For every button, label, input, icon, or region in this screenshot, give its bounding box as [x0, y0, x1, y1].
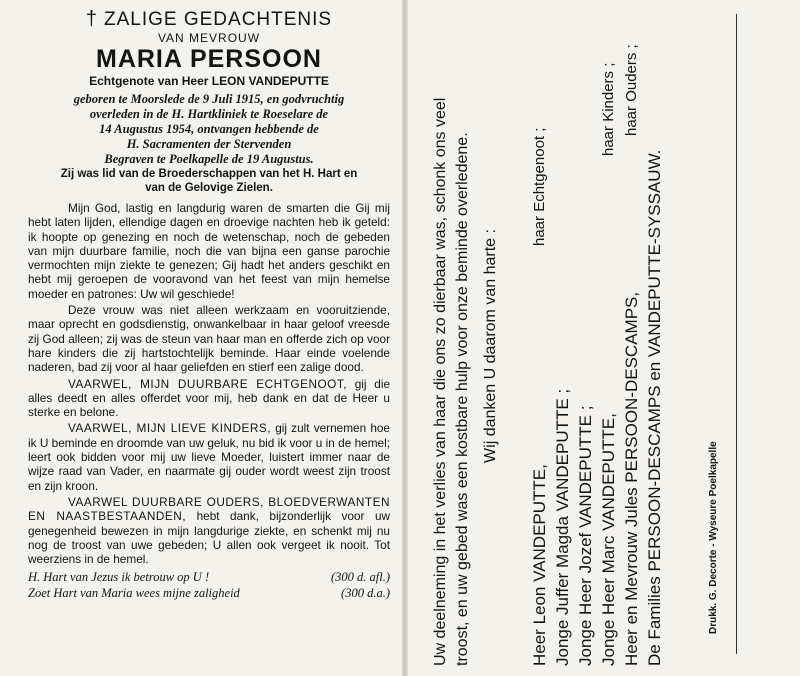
- cross-icon: †: [85, 8, 98, 30]
- spouse-line: Echtgenote van Heer LEON VANDEPUTTE: [89, 74, 329, 88]
- family-name: Jonge Heer Jozef VANDEPUTTE ;: [576, 405, 595, 666]
- printer-divider: [736, 14, 737, 654]
- family-member: [528, 26, 551, 666]
- right-panel-rotated: [430, 26, 786, 666]
- thanks-heart: Wij danken U daarom van harte :: [482, 229, 499, 463]
- family-name: Jonge Heer Marc VANDEPUTTE,: [599, 413, 618, 666]
- bio-line: geboren te Moorslede de 9 Juli 1915, en godvruchtig: [73, 92, 345, 106]
- title-text: ZALIGE GEDACHTENIS: [104, 9, 333, 30]
- thanks-line: Uw deelneming in het verlies van haar die ons zo dierbaar was, schonk ons veel: [432, 97, 449, 666]
- family-member: [574, 26, 597, 666]
- left-panel: [28, 8, 390, 668]
- card-fold: [402, 0, 408, 676]
- paragraph-children: [28, 421, 390, 492]
- family-role: haar Echtgenoot ;: [531, 127, 548, 246]
- bio-line: Begraven te Poelkapelle de 19 Augustus.: [104, 152, 314, 166]
- family-role: haar Kinders ;: [600, 62, 617, 156]
- paragraph-prayer: Mijn God, lastig en langdurig waren de smarten die Gij mij hebt laten lijden, ellendige dagen en droevige nachten heb ik geteld: ik hoopte op genezing en noch de wetenschap, noch de gebeden van mijn duurbare familie, noch die van bijna een ganse parochie vermochten mijn ziekte te genezen; Gij hadt het anders geschikt en hebt mij geroepen de vooravond van het feest van mijn hemelse moeder en patrones: Uw wil geschiede!: [28, 201, 390, 301]
- printer-credit: [708, 14, 728, 654]
- biography: [28, 92, 390, 167]
- family-role: haar Ouders ;: [623, 44, 640, 136]
- bio-line: H. Sacramenten der Stervenden: [126, 137, 292, 151]
- family-list: [528, 26, 666, 666]
- farewell-heading: VAARWEL, MIJN DUURBARE ECHTGENOOT,: [68, 376, 347, 391]
- farewell-body: gij zult vernemen hoe ik U beminde en droomde van uw geluk, nu bid ik voor u in de hemel; leert ook bidden voor mij uw lieve Moeder, luistert immer naar de wijze raad van Vader, en naarmate gij ouder wordt weest zijn troost en zijn kroon.: [28, 421, 390, 493]
- membership-line: van de Gelovige Zielen.: [145, 182, 273, 194]
- membership-line: Zij was lid van de Broederschappen van het H. Hart en: [60, 168, 358, 180]
- of-line: VAN MEVROUW: [157, 31, 261, 45]
- farewell-heading: VAARWEL DUURBARE OUDERS, BLOEDVERWANTEN EN NAASTBESTAANDEN,: [28, 494, 390, 524]
- paragraph-parents: [28, 495, 390, 566]
- family-member: [620, 26, 643, 666]
- family-name: Jonge Juffer Magda VANDEPUTTE ;: [553, 388, 572, 666]
- bio-line: overleden in de H. Hartkliniek te Roeselare de: [89, 107, 329, 121]
- prayer-text: H. Hart van Jezus ik betrouw op U !: [28, 570, 210, 585]
- prayer-line: [28, 569, 390, 585]
- family-name: Heer en Mevrouw Jules PERSOON-DESCAMPS,: [622, 291, 641, 666]
- printer-text: Drukk. G. Decorte - Wyseure Poelkapelle: [708, 441, 719, 634]
- family-member: [643, 26, 666, 666]
- deceased-name: MARIA PERSOON: [96, 45, 322, 73]
- family-member: [551, 26, 574, 666]
- indulgence: (300 d. afl.): [330, 570, 390, 585]
- paragraph-tribute: Deze vrouw was niet alleen werkzaam en vooruitziende, maar oprecht en godsdienstig, onwankelbaar in haar geloof vreesde zij God alleen; zij was de steun van haar man en offerde zich op voor hare kinders die zij hartstochtelijk beminde. Haar einde voelende naderen, bad zij voor al haar geliefden en stierf een zalige dood.: [28, 303, 390, 375]
- header: [28, 8, 390, 195]
- membership: [28, 167, 390, 195]
- indulgence: (300 d.a.): [341, 586, 390, 601]
- card-title: [28, 8, 390, 31]
- thanks-line: troost, en uw gebed was een kostbare hulp voor onze beminde overledene.: [454, 132, 471, 666]
- farewell-body: gij die alles deedt en alles offerdet voor mij, heb dank en dat de Heer u sterke en belone.: [28, 376, 391, 420]
- family-member: [597, 26, 620, 666]
- family-name: Heer Leon VANDEPUTTE,: [530, 464, 549, 666]
- farewell-heading: VAARWEL, MIJN LIEVE KINDERS,: [68, 421, 272, 436]
- body-text: [28, 201, 390, 566]
- prayer-line: [28, 585, 390, 601]
- prayer-text: Zoet Hart van Maria wees mijne zaligheid: [28, 586, 240, 601]
- farewell-body: hebt dank, bijzonderlijk voor uw genegenheid bewezen in mijn langdurige ziekte, en schenkt mij nu nog de troost van uwe gebeden; U allen ook vergeet ik nooit. Tot weerziens in de hemel.: [28, 509, 391, 567]
- family-name: De Families PERSOON-DESCAMPS en VANDEPUTTE-SYSSAUW.: [645, 149, 664, 666]
- bio-line: 14 Augustus 1954, ontvangen hebbende de: [99, 122, 319, 136]
- paragraph-spouse: [28, 377, 390, 420]
- ejaculations: [28, 569, 390, 601]
